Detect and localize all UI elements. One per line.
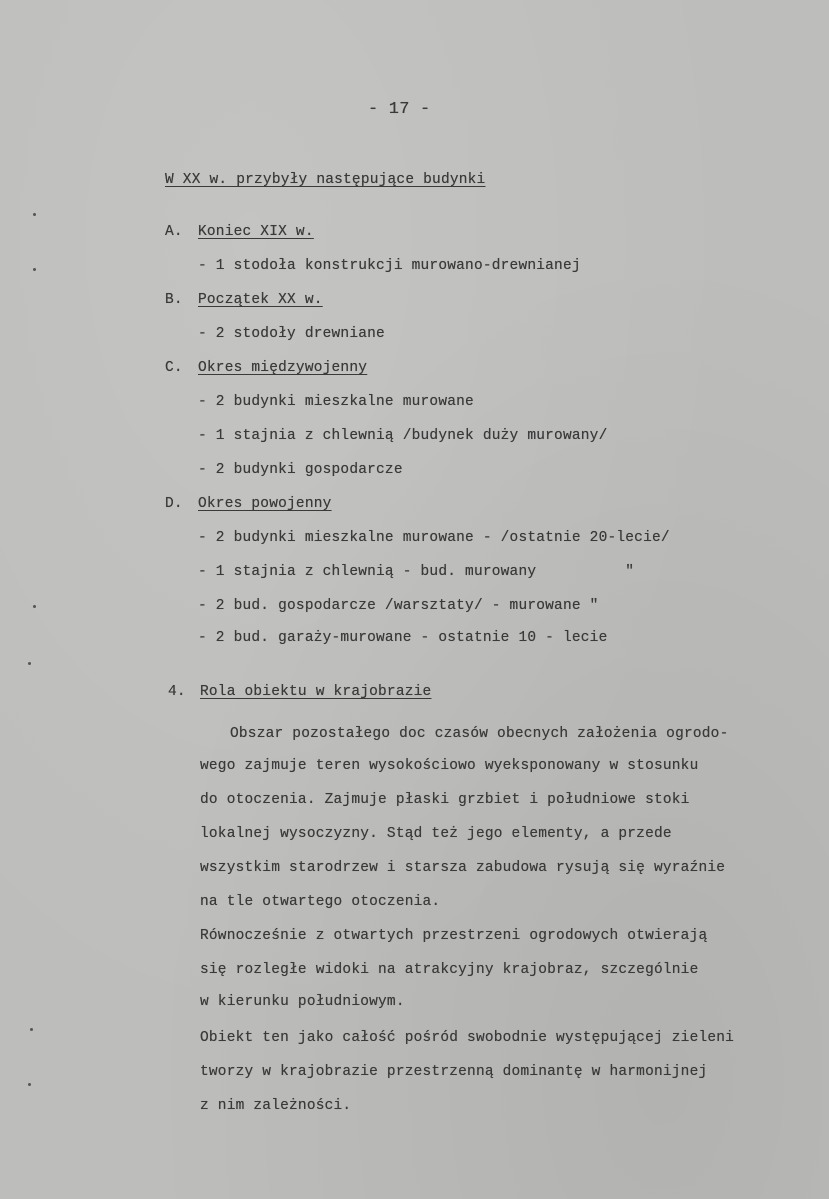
paragraph-line-3: do otoczenia. Zajmuje płaski grzbiet i południowe stoki (200, 792, 690, 808)
section-d-item-1: - 2 budynki mieszkalne murowane - /ostatnie 20-lecie/ (198, 530, 670, 546)
section-a-letter: A. (165, 224, 183, 240)
section-d-title: Okres powojenny (198, 496, 332, 512)
scan-speck (28, 662, 31, 665)
paragraph-line-4: lokalnej wysoczyzny. Stąd też jego elementy, a przede (200, 826, 672, 842)
section-a-title: Koniec XIX w. (198, 224, 314, 240)
scan-speck (33, 213, 36, 216)
paragraph-line-11: tworzy w krajobrazie przestrzenną dominantę w harmonijnej (200, 1064, 708, 1080)
scan-speck (28, 1083, 31, 1086)
paragraph-line-12: z nim zależności. (200, 1098, 352, 1114)
section-c-title: Okres międzywojenny (198, 360, 368, 376)
paragraph-line-9: w kierunku południowym. (200, 994, 405, 1010)
section-d-item-2: - 1 stajnia z chlewnią - bud. murowany " (198, 564, 635, 580)
section-d-item-3: - 2 bud. gospodarcze /warsztaty/ - murowane " (198, 598, 599, 614)
paragraph-line-2: wego zajmuje teren wysokościowo wyeksponowany w stosunku (200, 758, 699, 774)
paragraph-line-1: Obszar pozostałego doc czasów obecnych założenia ogrodo- (230, 726, 729, 742)
section-d-letter: D. (165, 496, 183, 512)
scan-speck (33, 605, 36, 608)
page-number: - 17 - (368, 100, 431, 119)
scan-speck (33, 268, 36, 271)
section-4-number: 4. (168, 684, 186, 700)
paragraph-line-6: na tle otwartego otoczenia. (200, 894, 441, 910)
section-b-item-1: - 2 stodoły drewniane (198, 326, 385, 342)
section-4-title: Rola obiektu w krajobrazie (200, 684, 432, 700)
section-c-item-2: - 1 stajnia z chlewnią /budynek duży murowany/ (198, 428, 608, 444)
section-c-item-1: - 2 budynki mieszkalne murowane (198, 394, 474, 410)
section-b-letter: B. (165, 292, 183, 308)
section-a-item-1: - 1 stodoła konstrukcji murowano-drewnianej (198, 258, 581, 274)
scan-speck (30, 1028, 33, 1031)
section-heading: W XX w. przybyły następujące budynki (165, 172, 486, 188)
section-d-item-4: - 2 bud. garaży-murowane - ostatnie 10 - lecie (198, 630, 608, 646)
paragraph-line-7: Równocześnie z otwartych przestrzeni ogrodowych otwierają (200, 928, 708, 944)
paragraph-line-10: Obiekt ten jako całość pośród swobodnie występującej zieleni (200, 1030, 735, 1046)
section-c-item-3: - 2 budynki gospodarcze (198, 462, 403, 478)
paragraph-line-8: się rozległe widoki na atrakcyjny krajobraz, szczególnie (200, 962, 699, 978)
paragraph-line-5: wszystkim starodrzew i starsza zabudowa rysują się wyraźnie (200, 860, 726, 876)
section-c-letter: C. (165, 360, 183, 376)
section-b-title: Początek XX w. (198, 292, 323, 308)
